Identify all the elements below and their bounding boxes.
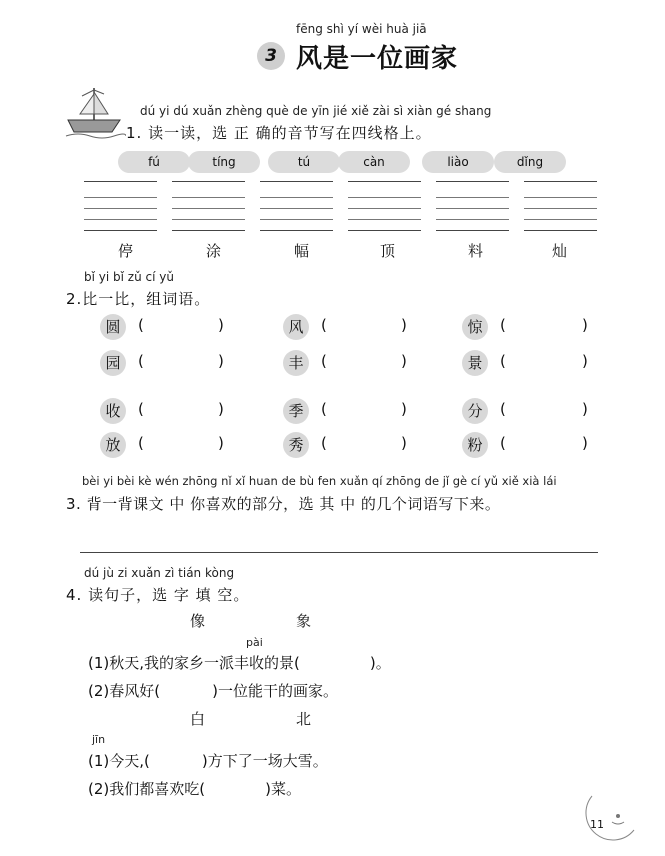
flower-char: 分 [462,398,488,424]
close-paren: ) [582,400,588,418]
q1-char: 幅 [294,242,310,260]
flower-char: 风 [283,314,309,340]
close-paren: ) [582,434,588,452]
sentence-text: )一位能干的画家。 [212,682,338,700]
flower-char: 秀 [283,432,309,458]
q2-row-2 [100,350,605,374]
close-paren: ) [218,434,224,452]
flower-char: 园 [100,350,126,376]
q3-instruction: 3. 背一背课文 中 你喜欢的部分，选 其 中 的几个词语写下来。 [66,495,501,513]
syllable-tag: dǐng [494,151,566,173]
sentence-text: (2)我们都喜欢吃( [88,780,206,798]
sentence-text: (1)今天,( [88,752,150,770]
open-paren: ( [321,400,327,418]
title-pinyin: fēng shì yí wèi huà jiā [296,22,427,36]
lesson-number-badge: 3 [257,42,285,70]
q2-row-4 [100,432,605,456]
flower-char: 惊 [462,314,488,340]
flower-char: 粉 [462,432,488,458]
close-paren: ) [218,352,224,370]
flower-char: 景 [462,350,488,376]
q1-char: 灿 [552,242,568,260]
flower-char: 放 [100,432,126,458]
close-paren: ) [401,434,407,452]
flower-char: 圆 [100,314,126,340]
boat-illustration [62,84,126,140]
sentence-text: )方下了一场大雪。 [201,752,328,770]
pinyin-annotation: jīn [92,733,106,746]
open-paren: ( [138,434,144,452]
sentence-text: )。 [369,654,391,672]
sentence-text: (2)春风好( [88,682,161,700]
open-paren: ( [500,352,506,370]
close-paren: ) [401,316,407,334]
q1-instruction: 1. 读一读，选 正 确的音节写在四线格上。 [126,124,432,142]
close-paren: ) [582,352,588,370]
q4-pinyin: dú jù zi xuǎn zì tián kòng [84,566,235,580]
flower-char: 季 [283,398,309,424]
open-paren: ( [321,352,327,370]
open-paren: ( [500,316,506,334]
close-paren: ) [401,352,407,370]
choice-char: 白 [190,710,206,728]
flower-char: 丰 [283,350,309,376]
syllable-tag: tú [268,151,340,173]
open-paren: ( [138,316,144,334]
q1-char: 料 [468,242,484,260]
syllable-tag: càn [338,151,410,173]
close-paren: ) [218,400,224,418]
open-paren: ( [138,400,144,418]
open-paren: ( [321,434,327,452]
pinyin-annotation: pài [246,636,263,649]
syllable-tag: liào [422,151,494,173]
page-title: 风是一位画家 [296,44,459,74]
open-paren: ( [138,352,144,370]
page-number: 11 [590,818,604,831]
q2-row-3 [100,398,605,422]
q2-pinyin: bǐ yi bǐ zǔ cí yǔ [84,270,174,284]
sentence-text: )菜。 [265,780,301,798]
sentence-1-2 [88,680,338,701]
close-paren: ) [582,316,588,334]
flower-char: 收 [100,398,126,424]
syllable-tag: fú [118,151,190,173]
q4-instruction: 4. 读句子，选 字 填 空。 [66,586,250,604]
syllable-tag: tíng [188,151,260,173]
q1-char: 停 [118,242,134,260]
choice-char: 北 [296,710,312,728]
moon-decoration-icon [578,790,640,846]
q3-answer-line[interactable] [80,552,598,553]
open-paren: ( [500,434,506,452]
open-paren: ( [500,400,506,418]
q2-row-1 [100,314,605,338]
close-paren: ) [218,316,224,334]
sentence-text: (1)秋天,我的家乡一派丰收的景( [88,654,300,672]
q1-pinyin: dú yi dú xuǎn zhèng què de yīn jié xiě zài sì xiàn gé shang [140,104,492,118]
q1-char: 顶 [380,242,396,260]
choice-char: 象 [296,612,312,630]
q1-char: 涂 [206,242,222,260]
open-paren: ( [321,316,327,334]
sentence-2-2 [88,778,301,799]
choice-char: 像 [190,612,206,630]
q2-instruction: 2.比一比，组词语。 [66,290,211,308]
close-paren: ) [401,400,407,418]
q3-pinyin: bèi yi bèi kè wén zhōng nǐ xǐ huan de bù fen xuǎn qí zhōng de jǐ gè cí yǔ xiě xià lái [82,474,557,488]
sentence-1-1 [88,652,391,673]
sentence-2-1 [88,750,328,771]
